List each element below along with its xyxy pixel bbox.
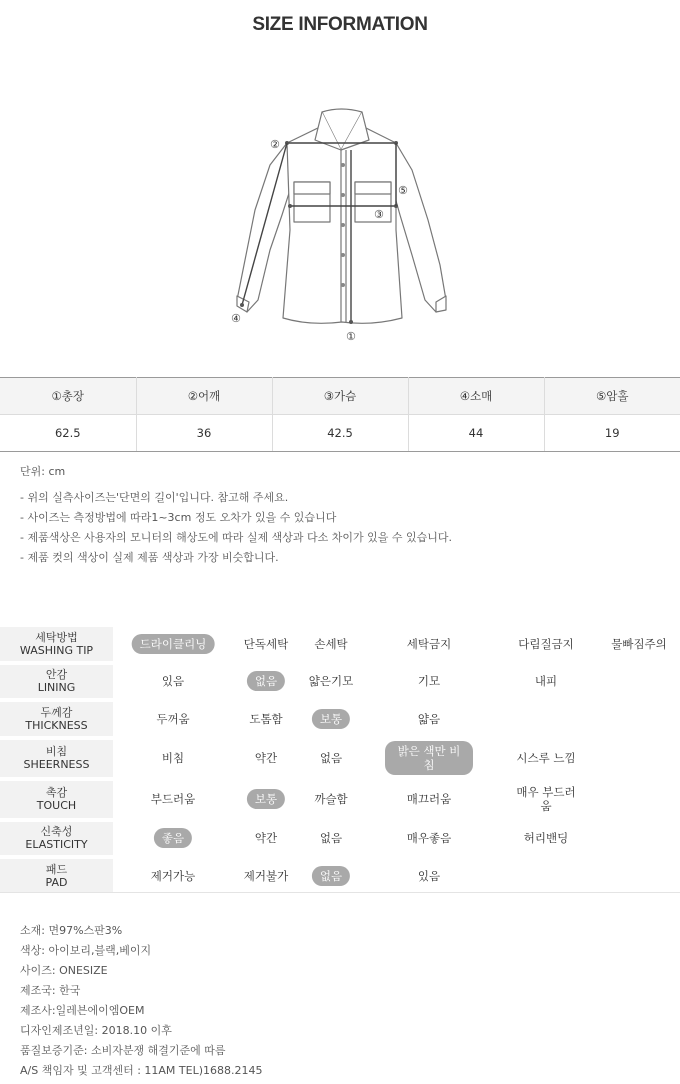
- header-armhole: ⑤암홀: [544, 378, 680, 415]
- marker-3: ③: [374, 208, 384, 221]
- value-total-length: 62.5: [0, 415, 136, 452]
- notes-list: [20, 489, 452, 569]
- care-option: 얇은기모: [308, 674, 354, 689]
- marker-1: ①: [346, 330, 356, 343]
- care-option: 얇음: [417, 711, 441, 726]
- product-info-list: [20, 922, 263, 1082]
- care-label: 패드 PAD: [0, 859, 113, 893]
- care-option-selected: 밝은 색만 비침: [385, 741, 473, 775]
- care-option: 허리밴딩: [523, 831, 569, 846]
- care-option: 손세탁: [314, 636, 348, 651]
- care-option: 약간: [254, 831, 278, 846]
- care-option: 매끄러움: [406, 792, 452, 806]
- care-option-selected: 보통: [312, 709, 350, 729]
- note-item: - 위의 실측사이즈는'단면의 길이'입니다. 참고해 주세요.: [20, 491, 289, 504]
- care-row-elasticity: [0, 820, 680, 858]
- care-option: 제거불가: [243, 868, 289, 883]
- care-table: [0, 625, 680, 895]
- care-option: 물빠짐주의: [611, 636, 667, 651]
- care-row-thickness: [0, 700, 680, 738]
- value-shoulder: 36: [136, 415, 272, 452]
- care-option: 약간: [254, 751, 278, 765]
- care-option: 세탁금지: [406, 636, 452, 651]
- info-color: 색상: 아이보리,블랙,베이지: [20, 944, 152, 957]
- care-label: 안감 LINING: [0, 665, 113, 699]
- care-option-selected: 보통: [247, 789, 285, 809]
- value-chest: 42.5: [272, 415, 408, 452]
- care-row-lining: [0, 663, 680, 701]
- note-item: - 사이즈는 측정방법에 따라1~3cm 정도 오차가 있을 수 있습니다: [20, 511, 337, 524]
- care-option: 비침: [161, 751, 185, 765]
- size-table-header-row: [0, 378, 680, 415]
- header-total-length: ①총장: [0, 378, 136, 415]
- info-manufacturer: 제조사:일레븐에이엠OEM: [20, 1004, 145, 1017]
- header-chest: ③가슴: [272, 378, 408, 415]
- divider: [0, 892, 680, 893]
- info-warranty: 품질보증기준: 소비자분쟁 해결기준에 따름: [20, 1044, 226, 1057]
- marker-4: ④: [231, 312, 241, 325]
- shirt-measurement-diagram: [200, 100, 480, 350]
- header-sleeve: ④소매: [408, 378, 544, 415]
- note-item: - 제품 컷의 색상이 실제 제품 색상과 가장 비슷합니다.: [20, 551, 279, 564]
- care-option: 없음: [319, 751, 343, 765]
- care-row-washing: [0, 625, 680, 663]
- unit-label: 단위: cm: [20, 465, 66, 478]
- care-option: 없음: [319, 831, 343, 846]
- value-armhole: 19: [544, 415, 680, 452]
- care-row-touch: [0, 779, 680, 820]
- marker-5: ⑤: [398, 184, 408, 197]
- info-customer-center: A/S 책임자 및 고객센터 : 11AM TEL)1688.2145: [20, 1064, 263, 1077]
- care-option-selected: 없음: [247, 671, 285, 691]
- info-material: 소재: 면97%스판3%: [20, 924, 123, 937]
- care-option: 다림질금지: [518, 636, 574, 651]
- care-label: 비침 SHEERNESS: [0, 740, 113, 777]
- care-option: 두꺼움: [156, 711, 190, 726]
- care-label: 세탁방법 WASHING TIP: [0, 627, 113, 661]
- care-option-selected: 없음: [312, 866, 350, 886]
- care-option-selected: 좋음: [154, 828, 192, 848]
- care-option: 제거가능: [150, 868, 196, 883]
- care-option: 매우 부드러움: [516, 785, 576, 813]
- marker-2: ②: [270, 138, 280, 151]
- size-table-value-row: [0, 415, 680, 452]
- care-option: 매우좋음: [406, 831, 452, 846]
- care-option: 있음: [417, 868, 441, 883]
- info-country: 제조국: 한국: [20, 984, 81, 997]
- page-title: SIZE INFORMATION: [252, 14, 428, 35]
- care-option: 있음: [161, 674, 185, 689]
- care-option: 시스루 느낌: [516, 751, 576, 765]
- care-option: 까슬함: [314, 792, 348, 806]
- care-label: 신축성 ELASTICITY: [0, 822, 113, 856]
- size-table: [0, 377, 680, 452]
- care-row-pad: [0, 857, 680, 895]
- care-row-sheerness: [0, 738, 680, 779]
- care-option: 내피: [534, 674, 558, 689]
- care-option: 기모: [417, 674, 441, 689]
- header-shoulder: ②어깨: [136, 378, 272, 415]
- info-size: 사이즈: ONESIZE: [20, 964, 108, 977]
- care-option: 도톰함: [249, 711, 283, 726]
- care-option: 단독세탁: [243, 636, 289, 651]
- care-option: 부드러움: [150, 792, 196, 806]
- value-sleeve: 44: [408, 415, 544, 452]
- care-label: 두께감 THICKNESS: [0, 702, 113, 736]
- note-item: - 제품색상은 사용자의 모니터의 해상도에 따라 실제 색상과 다소 차이가 있을 수 있습니다.: [20, 531, 452, 544]
- care-label: 촉감 TOUCH: [0, 781, 113, 818]
- care-option-selected: 드라이클리닝: [132, 634, 215, 654]
- info-date: 디자인제조년일: 2018.10 이후: [20, 1024, 172, 1037]
